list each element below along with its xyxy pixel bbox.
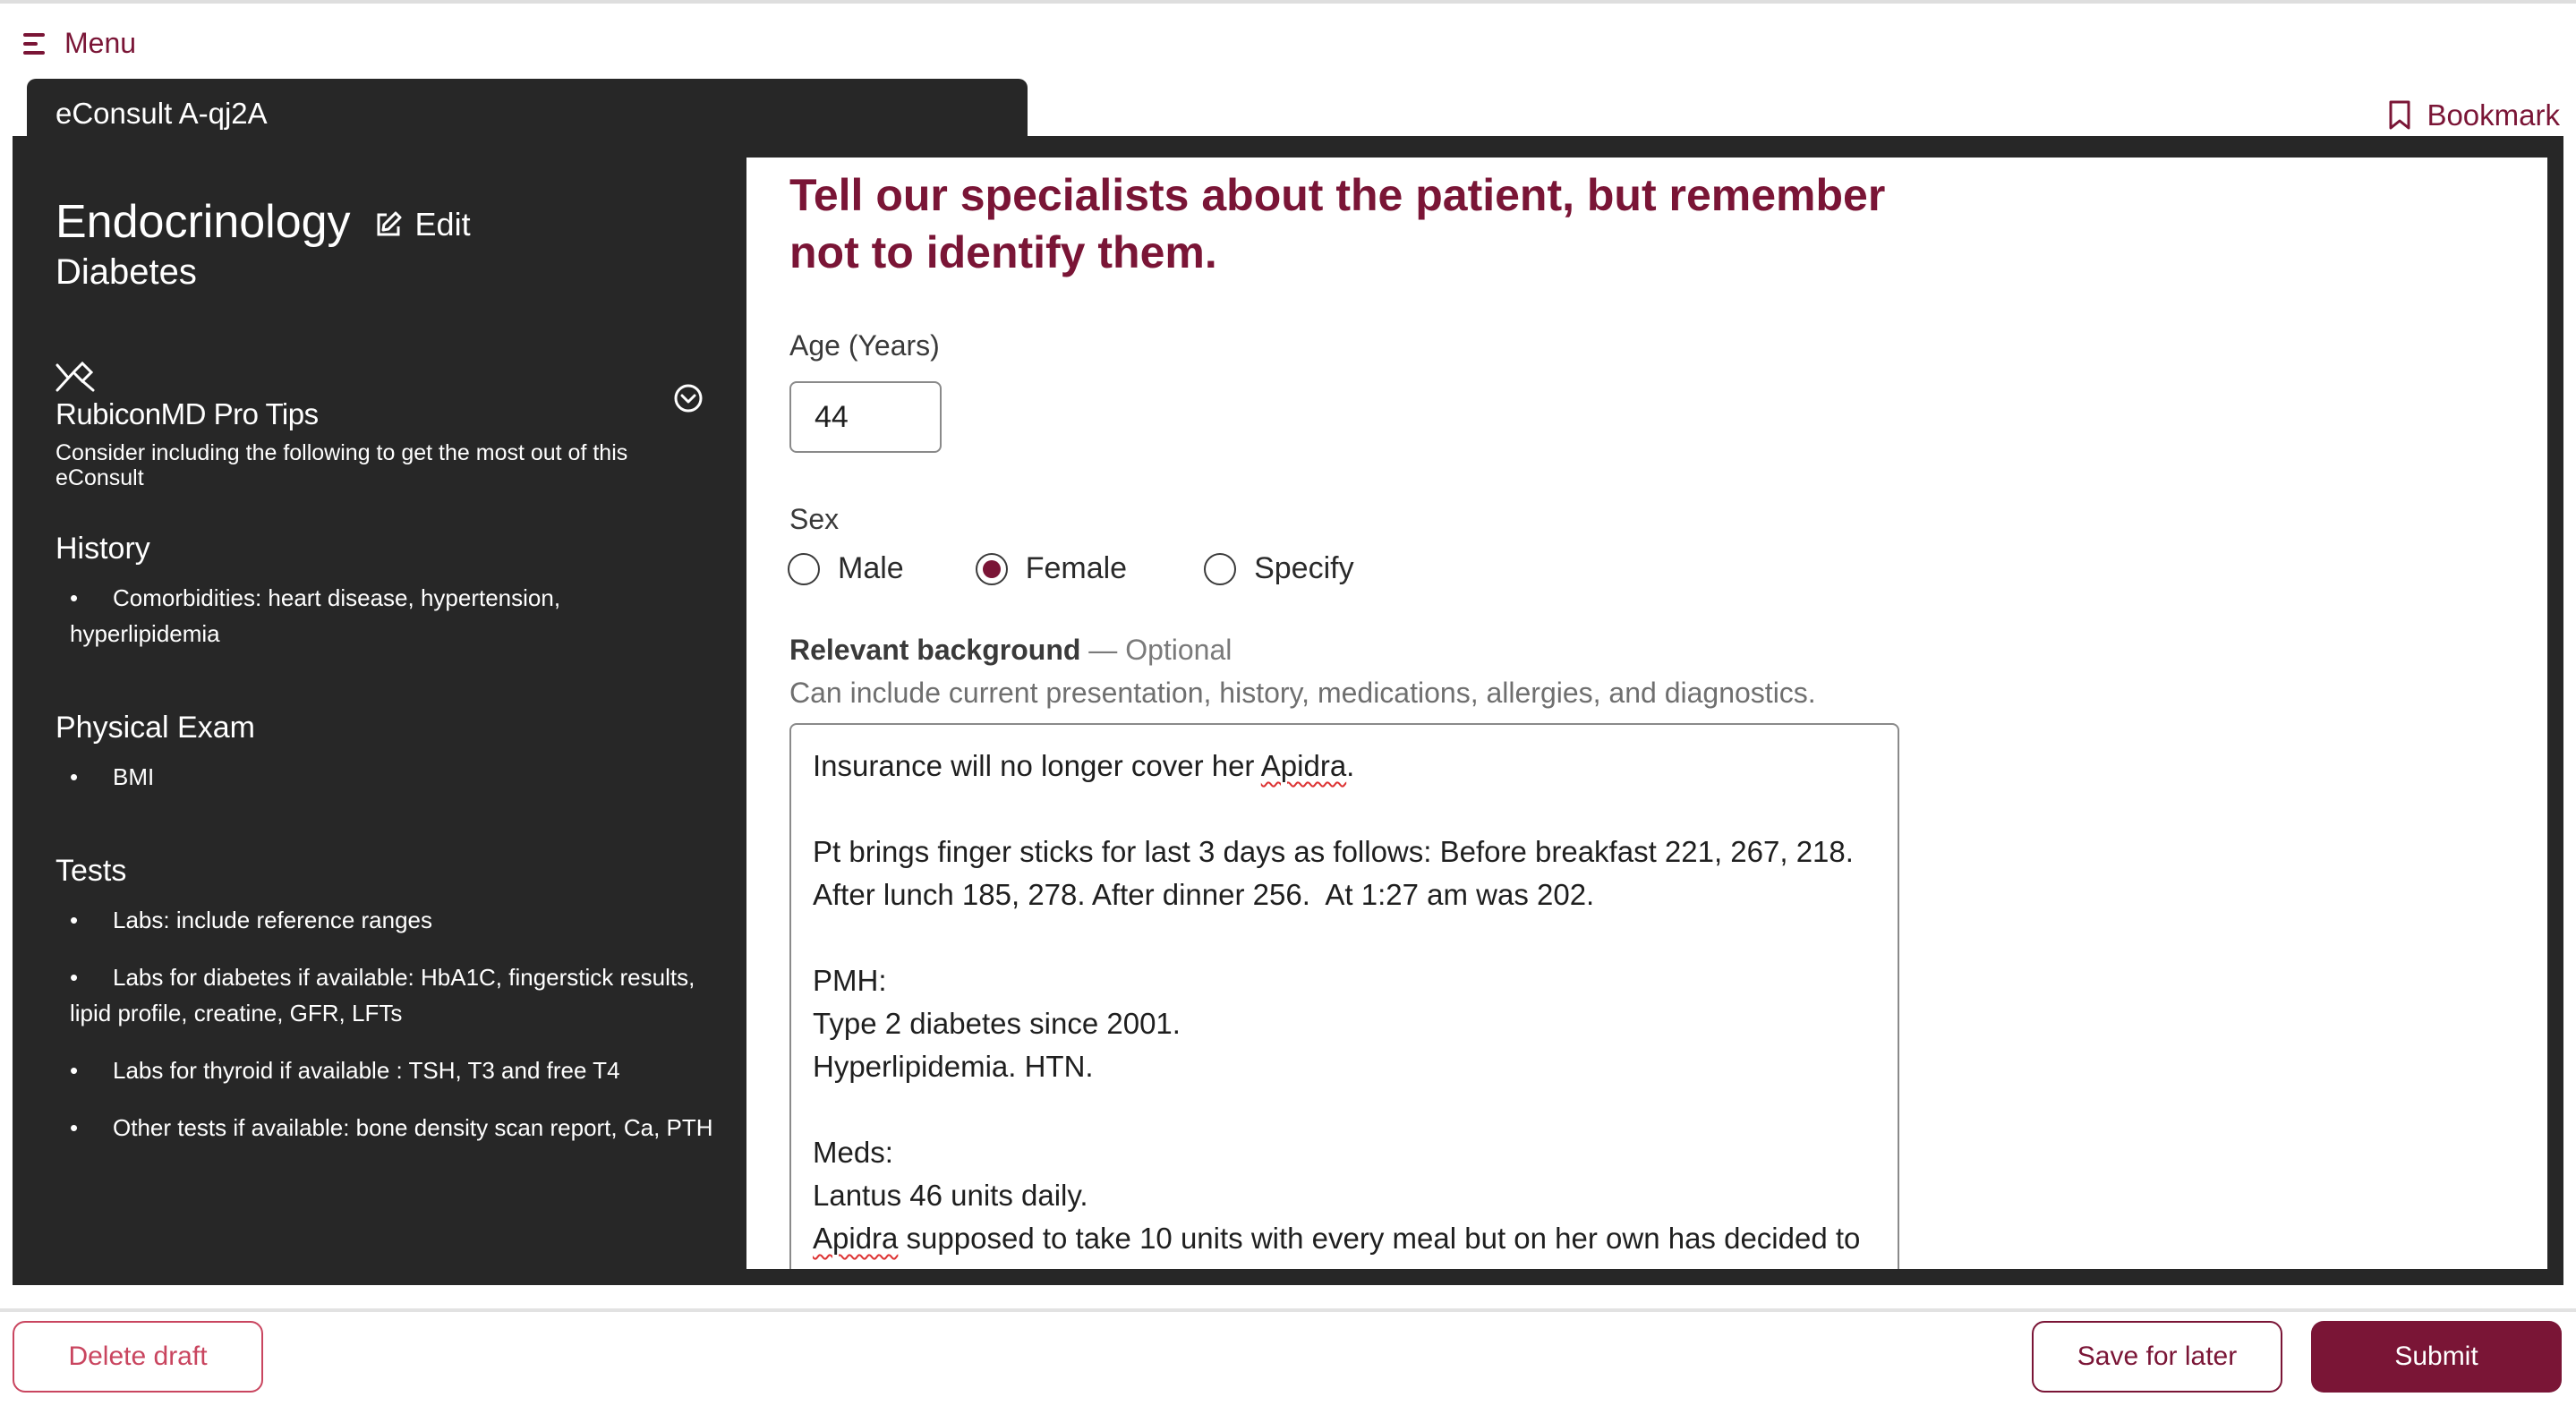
radio-female[interactable]: [976, 553, 1008, 585]
collapse-tips-icon[interactable]: [673, 383, 704, 413]
sex-option-female[interactable]: [976, 551, 1127, 586]
menu-button[interactable]: [23, 27, 136, 60]
econsult-title: eConsult A-qj2A: [27, 79, 1028, 141]
specialty-row: [55, 195, 471, 249]
tips-heading-tests: Tests: [55, 854, 127, 888]
sex-option-specify[interactable]: [1204, 551, 1354, 586]
tips-intro: Consider including the following to get the most out of this eConsult: [55, 440, 628, 490]
tip-item: • Labs: include reference ranges: [70, 907, 433, 933]
background-label-text: Relevant background: [789, 634, 1081, 666]
delete-draft-button[interactable]: Delete draft: [13, 1321, 263, 1393]
tip-item: • Labs for diabetes if available: HbA1C, fingerstick results, lipid profile, creatine, GFR, LFTs: [70, 964, 695, 1026]
submit-button[interactable]: Submit: [2311, 1321, 2562, 1393]
background-text-line: Meds:: [813, 1136, 893, 1169]
top-divider: [0, 0, 2576, 4]
save-for-later-button[interactable]: Save for later: [2032, 1321, 2282, 1393]
sex-label: Sex: [789, 503, 840, 535]
background-textarea[interactable]: [789, 723, 1899, 1269]
tip-item: • Comorbidities: heart disease, hypertension, hyperlipidemia: [70, 584, 561, 647]
background-help-text: Can include current presentation, history, medications, allergies, and diagnostics.: [789, 677, 1816, 709]
edit-specialty-button[interactable]: [374, 206, 471, 243]
background-text-line: Lantus 46 units daily.: [813, 1179, 1088, 1212]
age-label: Age (Years): [789, 329, 940, 362]
edit-icon: [374, 210, 403, 239]
pro-tips-brand: RubiconMD Pro Tips: [55, 397, 319, 430]
sex-radio-group: [788, 551, 1354, 586]
radio-label-female: Female: [1025, 551, 1128, 585]
rubiconmd-logo-icon: [55, 362, 95, 392]
specialty-title: Endocrinology: [55, 196, 351, 248]
footer-divider: [0, 1308, 2576, 1312]
background-text-line: Insurance will no longer cover her Apidra.: [813, 749, 1355, 782]
background-text-line: After lunch 185, 278. After dinner 256. At 1:27 am was 202.: [813, 878, 1595, 911]
background-text-line: [813, 1088, 1876, 1131]
background-optional: — Optional: [1080, 634, 1233, 666]
tip-item: • Other tests if available: bone density scan report, Ca, PTH: [70, 1114, 713, 1141]
background-text-line: Type 2 diabetes since 2001.: [813, 1007, 1181, 1040]
pro-tips-sidebar: [13, 136, 746, 1285]
radio-specify[interactable]: [1204, 553, 1236, 585]
background-text-line: PMH:: [813, 964, 887, 997]
tip-item: • BMI: [70, 763, 155, 790]
radio-label-male: Male: [838, 551, 904, 585]
subspecialty-title: Diabetes: [55, 252, 197, 292]
age-input[interactable]: [789, 381, 942, 453]
menu-label: Menu: [64, 27, 137, 59]
radio-male[interactable]: [788, 553, 820, 585]
patient-form-panel: [746, 158, 2547, 1269]
form-prompt: Tell our specialists about the patient, but remember not to identify them.: [789, 170, 1886, 277]
bookmark-label: Bookmark: [2427, 98, 2560, 132]
background-text-line: [813, 916, 1876, 959]
bookmark-button[interactable]: [2387, 98, 2560, 132]
background-label: [789, 634, 1232, 667]
tips-heading-physical-exam: Physical Exam: [55, 711, 255, 745]
background-text-line: Hyperlipidemia. HTN.: [813, 1050, 1094, 1083]
background-text-line: [813, 788, 1876, 831]
background-text-line: Pt brings finger sticks for last 3 days as follows: Before breakfast 221, 267, 218.: [813, 835, 1854, 868]
background-text-line: Apidra supposed to take 10 units with every meal but on her own has decided to: [813, 1222, 1861, 1255]
bookmark-icon: [2387, 100, 2412, 131]
menu-icon: [23, 31, 45, 56]
sex-option-male[interactable]: [788, 551, 904, 586]
tips-heading-history: History: [55, 532, 150, 566]
tip-item: • Labs for thyroid if available : TSH, T3 and free T4: [70, 1057, 620, 1084]
radio-label-specify: Specify: [1254, 551, 1354, 585]
edit-label: Edit: [414, 206, 471, 243]
